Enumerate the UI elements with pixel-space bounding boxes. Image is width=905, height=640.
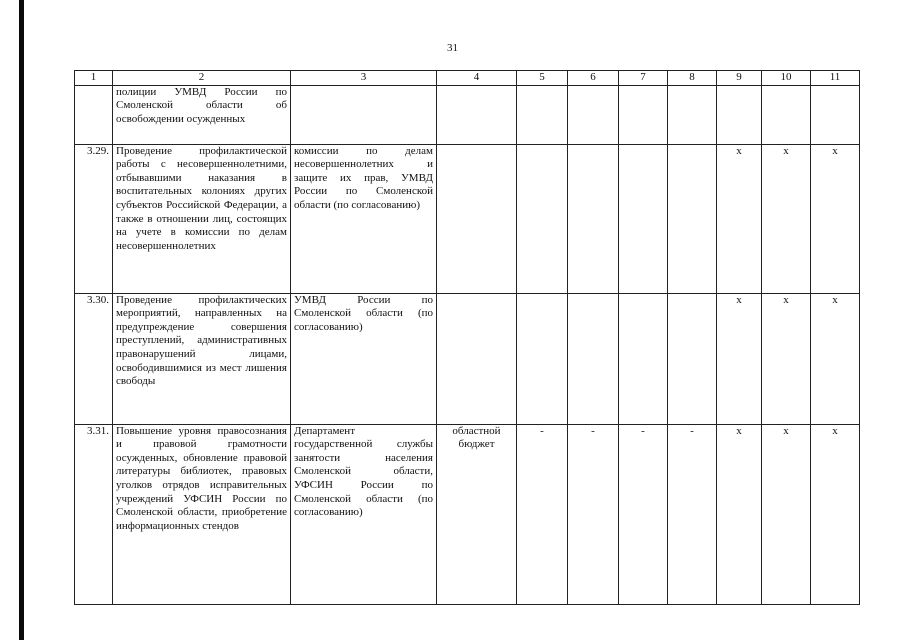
header-col-4: 4 [437, 71, 517, 86]
header-col-7: 7 [619, 71, 668, 86]
value-col-10: x [762, 293, 811, 424]
header-col-9: 9 [717, 71, 762, 86]
activity-cell: Проведение профилактических мероприятий, направленных на предупреждение совершения преступлений, административных правонарушений лицами, освободившимися из мест лишения свободы [113, 293, 291, 424]
value-col-10: x [762, 424, 811, 604]
row-number: 3.31. [75, 424, 113, 604]
value-col-6: - [568, 424, 619, 604]
header-col-8: 8 [668, 71, 717, 86]
header-col-6: 6 [568, 71, 619, 86]
executor-cell: комиссии по делам несовершеннолетних и защите их прав, УМВД России по Смоленской области (по согласованию) [291, 144, 437, 293]
table-row [75, 85, 860, 144]
value-col-11 [811, 85, 860, 144]
value-col-11: x [811, 424, 860, 604]
value-col-5 [517, 85, 568, 144]
value-col-11: x [811, 144, 860, 293]
funding-source-cell: областной бюджет [437, 424, 517, 604]
scan-edge [19, 0, 24, 640]
funding-source-cell [437, 144, 517, 293]
header-col-10: 10 [762, 71, 811, 86]
value-col-6 [568, 144, 619, 293]
value-col-7 [619, 85, 668, 144]
header-col-5: 5 [517, 71, 568, 86]
value-col-11: x [811, 293, 860, 424]
value-col-8 [668, 85, 717, 144]
value-col-8 [668, 144, 717, 293]
value-col-7 [619, 293, 668, 424]
page-number: 31 [447, 42, 458, 54]
activity-cell: Проведение профилактической работы с несовершеннолетними, отбывавшими наказания в воспитательных колониях других субъектов Российской Федерации, а также в отношении лиц, состоящих на учете в комиссии по делам несовершеннолетних [113, 144, 291, 293]
value-col-5 [517, 293, 568, 424]
value-col-10: x [762, 144, 811, 293]
row-number [75, 85, 113, 144]
executor-cell: УМВД России по Смоленской области (по согласованию) [291, 293, 437, 424]
table-header-row [75, 71, 860, 86]
value-col-10 [762, 85, 811, 144]
activity-cell: полиции УМВД России по Смоленской области об освобождении осужденных [113, 85, 291, 144]
value-col-9: x [717, 144, 762, 293]
executor-cell [291, 85, 437, 144]
value-col-9 [717, 85, 762, 144]
value-col-5: - [517, 424, 568, 604]
header-col-3: 3 [291, 71, 437, 86]
table-row [75, 424, 860, 604]
table-row [75, 144, 860, 293]
value-col-7 [619, 144, 668, 293]
header-col-1: 1 [75, 71, 113, 86]
row-number: 3.30. [75, 293, 113, 424]
row-number: 3.29. [75, 144, 113, 293]
value-col-5 [517, 144, 568, 293]
program-table [74, 70, 860, 605]
value-col-8 [668, 293, 717, 424]
value-col-6 [568, 85, 619, 144]
table-row [75, 293, 860, 424]
header-col-2: 2 [113, 71, 291, 86]
value-col-9: x [717, 424, 762, 604]
value-col-7: - [619, 424, 668, 604]
funding-source-cell [437, 293, 517, 424]
value-col-6 [568, 293, 619, 424]
header-col-11: 11 [811, 71, 860, 86]
activity-cell: Повышение уровня правосознания и правовой грамотности осужденных, обновление правовой литературы библиотек, правовых уголков отрядов исправительных учреждений УФСИН России по Смоленской области, приобретение информационных стендов [113, 424, 291, 604]
funding-source-cell [437, 85, 517, 144]
value-col-8: - [668, 424, 717, 604]
value-col-9: x [717, 293, 762, 424]
executor-cell: Департамент государственной службы занятости населения Смоленской области, УФСИН России по Смоленской области (по согласованию) [291, 424, 437, 604]
